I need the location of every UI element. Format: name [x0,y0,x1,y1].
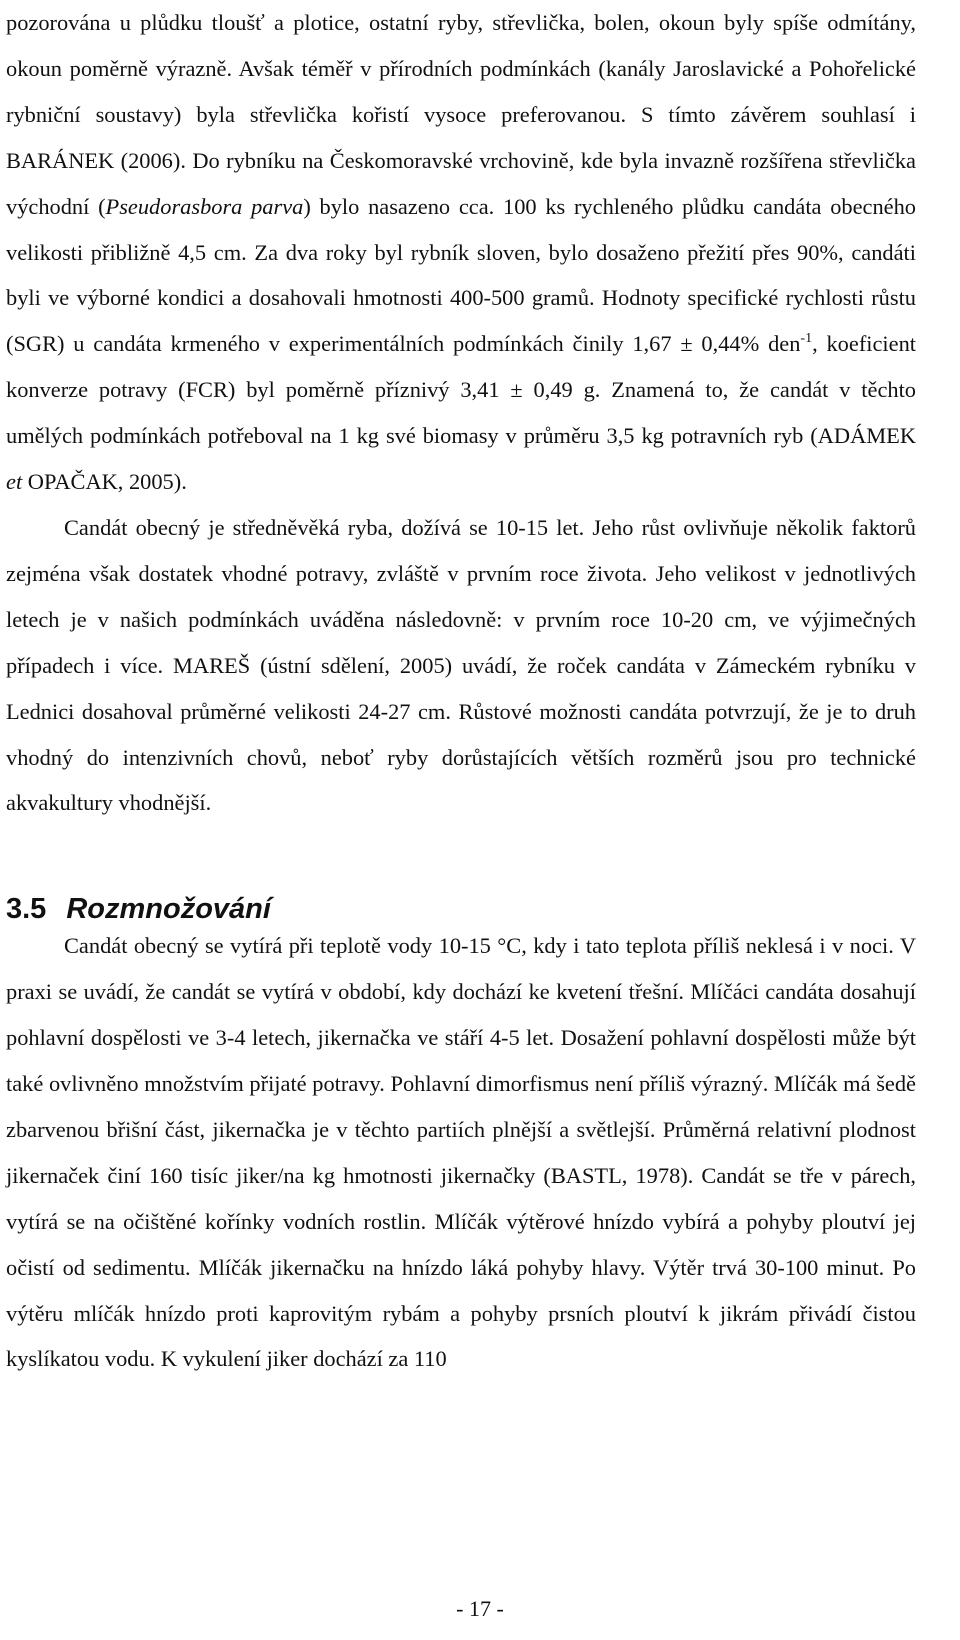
page-number: - 17 - [456,1596,504,1621]
section-number: 3.5 [6,893,47,926]
paragraph-growth: Candát obecný je středněvěká ryba, dožívá se 10-15 let. Jeho růst ovlivňuje několik faktorů zejména však dostatek vhodné potravy, zvláště v prvním roce života. Jeho velikost v jednotlivých letech je v našich podmínkách uváděna následovně: v prvním roce 10-20 cm, ve výjimečných případech i více. MAREŠ (ústní sdělení, 2005) uvádí, že roček candáta v Zámeckém rybníku v Lednici dosahoval průměrné velikosti 24-27 cm. Růstové možnosti candáta potvrzují, že je to druh vhodný do intenzivních chovů, neboť ryby dorůstajících větších rozměrů jsou pro technické akvakultury vhodnější. [6,514,916,816]
section-heading [6,891,916,927]
citation-et: et [6,469,23,495]
paragraph-text: pozorována u plůdku tloušť a plotice, ostatní ryby, střevlička, bolen, okoun byly spíše odmítány, okoun poměrně výrazně. Avšak téměř v přírodních podmínkách (kanály Jaroslavické a Pohořelické rybniční soustavy) byla střevlička kořistí vysoce preferovanou. S tímto závěrem souhlasí i BARÁNEK (2006). Do rybníku na Českomoravské vrchovině, kde byla invazně rozšířena střevlička východní ( [6,10,916,219]
paragraph-reproduction: Candát obecný se vytírá při teplotě vody 10-15 °C, kdy i tato teplota příliš neklesá i v noci. V praxi se uvádí, že candát se vytírá v období, kdy dochází ke kvetení třešní. Mlíčáci candáta dosahují pohlavní dospělosti ve 3-4 letech, jikernačka ve stáří 4-5 let. Dosažení pohlavní dospělosti může být také ovlivněno množstvím přijaté potravy. Pohlavní dimorfismus není příliš výrazný. Mlíčák má šedě zbarvenou břišní část, jikernačka je v těchto partiích plnější a světlejší. Průměrná relativní plodnost jikernaček činí 160 tisíc jiker/na kg hmotnosti jikernačky (BASTL, 1978). Candát se tře v párech, vytírá se na očištěné kořínky vodních rostlin. Mlíčák výtěrové hnízdo vybírá a pohyby ploutví jej očistí od sedimentu. Mlíčák jikernačku na hnízdo láká pohyby hlavy. Výtěr trvá 30-100 minut. Po výtěru mlíčák hnízdo proti kaprovitým rybám a pohyby prsních ploutví k jikrám přivádí čistou kyslíkatou vodu. K vykulení jiker dochází za 110 [6,933,916,1372]
species-name: Pseudorasbora parva [105,193,304,219]
paragraph-text: ) bylo nasazeno cca. 100 ks rychleného plůdku candáta obecného velikosti přibližně 4,5 cm. Za dva roky byl rybník sloven, bylo dosaženo přežití přes 90%, candáti byli ve výborné kondici a dosahovali hmotnosti 400-500 gramů. Hodnoty specifické rychlosti růstu (SGR) u candáta krmeného v experimentálních podmínkách činily 1,67 ± 0,44% den [6,193,917,357]
paragraph-text: OPAČAK, 2005). [22,469,187,495]
document-page [6,0,916,1382]
paragraph-text: , koeficient konverze potravy (FCR) byl poměrně příznivý 3,41 ± 0,49 g. Znamená to, že candát v těchto umělých podmínkách potřeboval na 1 kg své biomasy v průměru 3,5 kg potravních ryb (ADÁMEK [6,331,917,449]
paragraph-feeding [6,0,916,505]
superscript: -1 [800,331,813,347]
section-title: Rozmnožování [66,893,271,926]
